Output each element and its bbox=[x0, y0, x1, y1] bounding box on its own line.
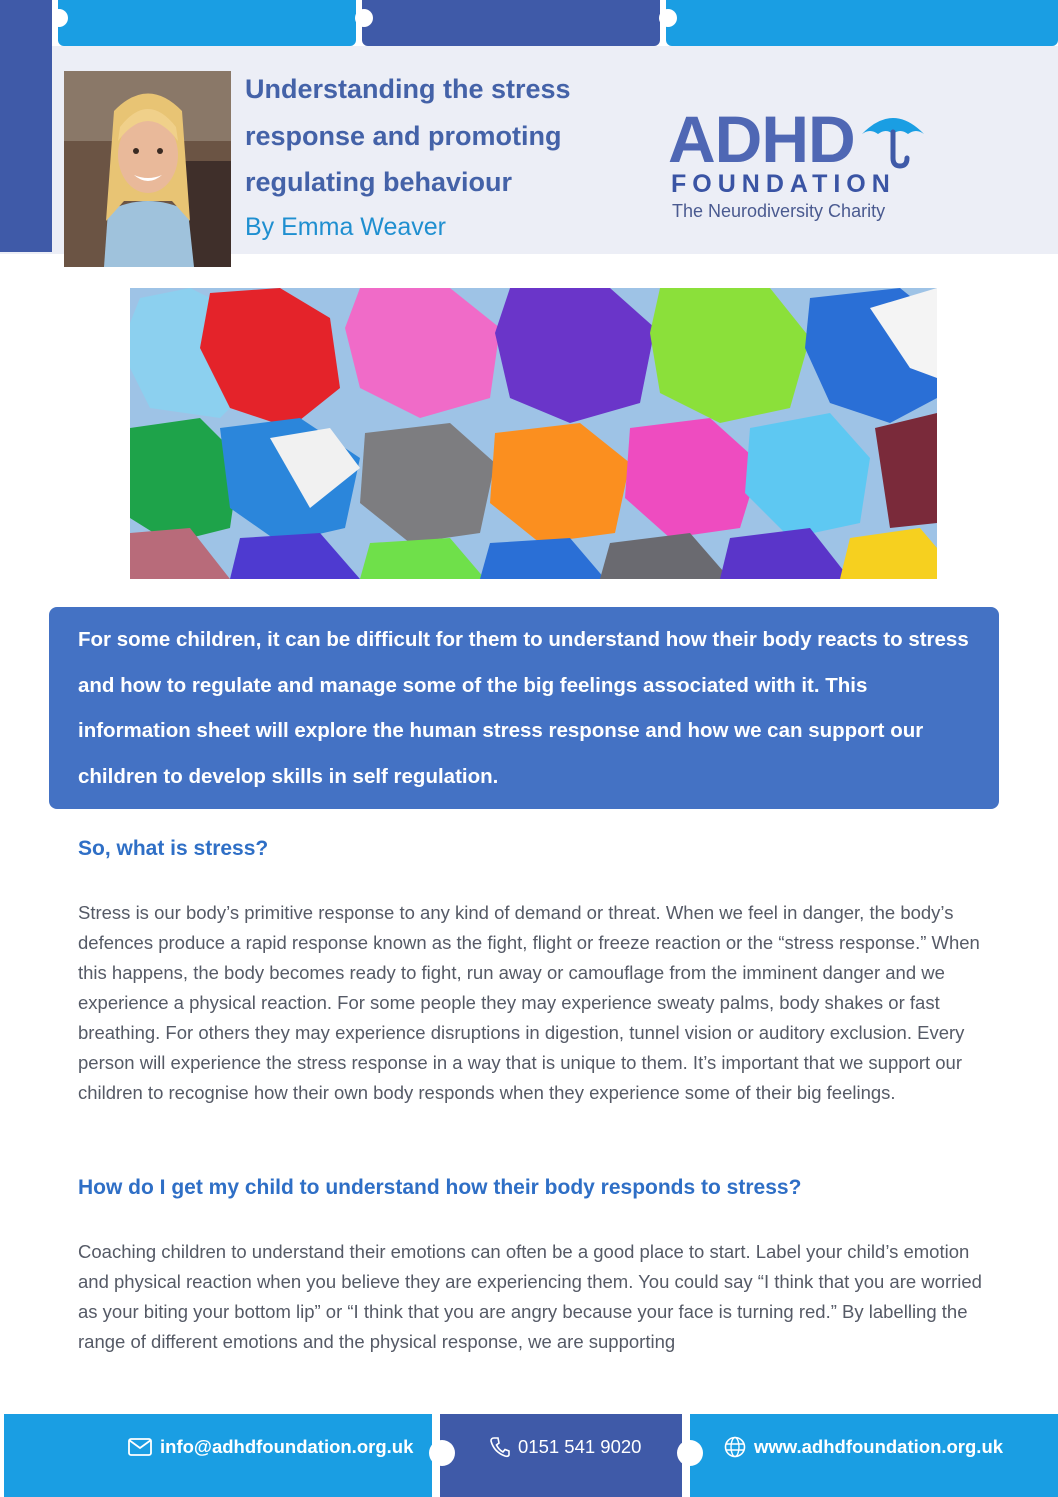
footer-email-link[interactable] bbox=[128, 1436, 413, 1458]
intro-text: For some children, it can be difficult for them to understand how their body reacts to stress and how to regulate and manage some of the big feelings associated with it. This information sheet will explore the human stress response and how we can support our children to develop skills in self regulation. bbox=[78, 628, 969, 788]
intro-callout bbox=[49, 607, 999, 809]
top-bar-segment-middle bbox=[362, 0, 660, 46]
footer-website-text: www.adhdfoundation.org.uk bbox=[754, 1436, 1004, 1457]
section-heading-child-understanding: How do I get my child to understand how their body responds to stress? bbox=[78, 1176, 802, 1199]
puzzle-knob bbox=[659, 9, 677, 27]
page-title-line-3: regulating behaviour bbox=[245, 167, 513, 197]
page-title-line-2: response and promoting bbox=[245, 121, 562, 151]
page-title-line-1: Understanding the stress bbox=[245, 74, 571, 104]
footer-phone-text: 0151 541 9020 bbox=[518, 1436, 642, 1457]
puzzle-knob bbox=[677, 1440, 703, 1466]
adhd-foundation-logo bbox=[668, 102, 930, 226]
footer-phone-link[interactable] bbox=[490, 1436, 641, 1458]
top-bar-segment-left bbox=[58, 0, 356, 46]
logo-foundation-word: FOUNDATION bbox=[671, 170, 896, 198]
footer-website-link[interactable] bbox=[724, 1436, 1003, 1458]
globe-icon bbox=[724, 1436, 746, 1458]
umbrella-icon bbox=[858, 108, 928, 170]
top-bar-segment-right bbox=[666, 0, 1058, 46]
section-body-child-understanding: Coaching children to understand their emotions can often be a good place to start. Label your child’s emotion and physical reaction when you believe they are experiencing them. You could say “I think that you are worried as your biting your bottom lip” or “I think that you are angry because your face is turning red.” By labelling the range of different emotions and the physical response, we are supporting bbox=[78, 1241, 982, 1352]
section-heading-what-is-stress: So, what is stress? bbox=[78, 837, 269, 860]
umbrellas-hero-image bbox=[130, 288, 937, 579]
logo-letters: ADHD bbox=[668, 102, 855, 176]
header-left-strip bbox=[0, 0, 52, 252]
puzzle-knob bbox=[355, 9, 373, 27]
author-byline: By Emma Weaver bbox=[245, 213, 446, 241]
author-photo bbox=[64, 71, 231, 267]
logo-tagline: The Neurodiversity Charity bbox=[672, 201, 886, 221]
puzzle-knob bbox=[429, 1440, 455, 1466]
footer-email-text: info@adhdfoundation.org.uk bbox=[160, 1436, 414, 1457]
phone-icon bbox=[490, 1436, 510, 1458]
envelope-icon bbox=[128, 1438, 152, 1456]
section-body-what-is-stress: Stress is our body’s primitive response to any kind of demand or threat. When we feel in danger, the body’s defences produce a rapid response known as the fight, flight or freeze reaction or the “stress response.” When this happens, the body becomes ready to fight, run away or camouflage from the imminent danger and we experience a physical reaction. For some people they may experience sweaty palms, body shakes or fast breathing. For others they may experience disruptions in digestion, tunnel vision or auditory exclusion. Every person will experience the stress response in a way that is unique to them. It’s important that we support our children to recognise how their own body responds when they experience some of their big feelings. bbox=[78, 902, 980, 1103]
puzzle-knob bbox=[50, 9, 68, 27]
